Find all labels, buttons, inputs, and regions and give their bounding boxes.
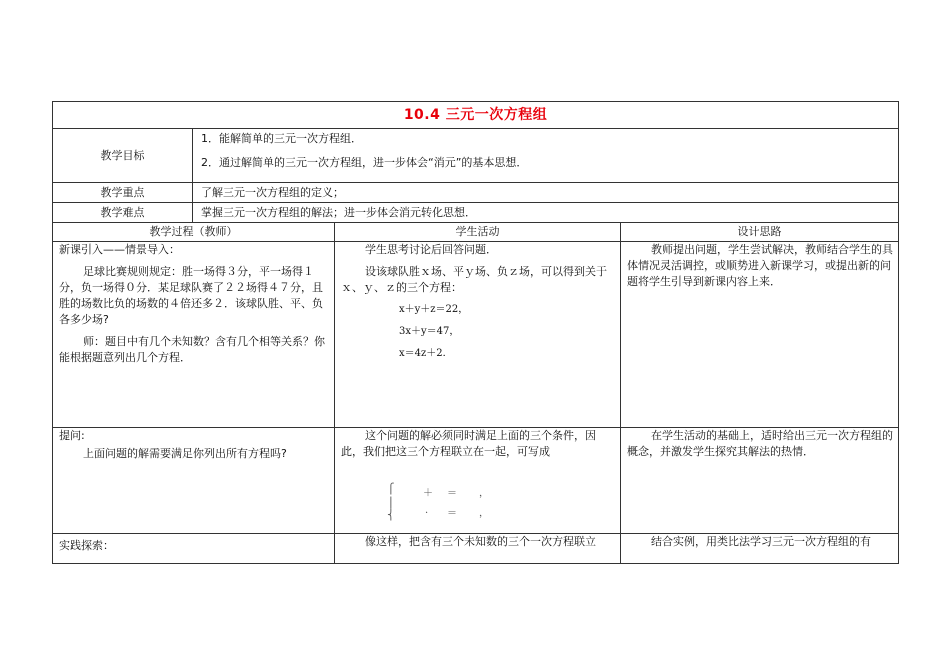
equation: 3x＋y＝47， xyxy=(399,326,460,337)
row1-student xyxy=(335,242,621,428)
goals-label: 教学目标 xyxy=(53,129,193,183)
header-design: 设计思路 xyxy=(621,223,899,242)
student-text: 这个问题的解必须同时满足上面的三个条件，因此，我们把这三个方程联立在一起，可写成 xyxy=(341,429,596,458)
key-point-content: 了解三元一次方程组的定义； xyxy=(193,183,899,203)
operator: ， xyxy=(479,508,489,519)
design-text: 结合实例，用类比法学习三元一次方程组的有 xyxy=(651,535,871,548)
teacher-text: 上面问题的解需要满足你列出所有方程吗? xyxy=(83,447,287,460)
operator: ＝ xyxy=(447,488,457,499)
row2-design xyxy=(621,428,899,534)
header-teacher: 教学过程（教师） xyxy=(53,223,335,242)
row1-design xyxy=(621,242,899,428)
row3-student xyxy=(335,534,621,564)
difficulty-label: 教学难点 xyxy=(53,203,193,223)
equation-system xyxy=(387,482,507,530)
student-text: 设该球队胜ｘ场、平ｙ场、负ｚ场，可以得到关于ｘ、ｙ、ｚ的三个方程： xyxy=(341,265,607,294)
lesson-plan xyxy=(52,101,898,564)
teacher-text: 提问: xyxy=(59,429,85,442)
operator: · xyxy=(425,508,429,519)
row3-teacher xyxy=(53,534,335,564)
brace-glyph: ⎧ xyxy=(387,484,395,495)
equations xyxy=(399,301,616,363)
row2-student xyxy=(335,428,621,534)
teacher-text: 足球比赛规则规定：胜一场得３分，平一场得１分，负一场得０分．某足球队赛了２２场得４７分，且胜的场数比负的场数的４倍还多２．该球队胜、平、负各多少场? xyxy=(59,265,323,326)
lesson-plan-table xyxy=(52,101,899,564)
key-point-label: 教学重点 xyxy=(53,183,193,203)
design-text: 在学生活动的基础上，适时给出三元一次方程组的概念，并激发学生探究其解法的热情． xyxy=(627,429,893,458)
design-text: 教师提出问题，学生尝试解决，教师结合学生的具体情况灵活调控，或顺势进入新课学习，或提出新的问题将学生引导到新课内容上来． xyxy=(627,243,893,288)
goals-content xyxy=(193,129,899,183)
operator: ＝ xyxy=(447,508,457,519)
teacher-text: 师：题目中有几个未知数？含有几个相等关系？你能根据题意列出几个方程． xyxy=(59,335,325,364)
title-cell xyxy=(53,102,899,129)
row2-teacher xyxy=(53,428,335,534)
header-student: 学生活动 xyxy=(335,223,621,242)
page-title: 10.4 三元一次方程组 xyxy=(403,106,548,123)
row3-design xyxy=(621,534,899,564)
operator: ， xyxy=(479,488,489,499)
difficulty-content: 掌握三元一次方程组的解法；进一步体会消元转化思想． xyxy=(193,203,899,223)
teacher-text: 实践探索： xyxy=(59,539,114,552)
equation: x＝4z＋2． xyxy=(399,348,453,359)
student-text: 像这样，把含有三个未知数的三个一次方程联立 xyxy=(365,535,596,548)
equation: x＋y＋z＝22， xyxy=(399,304,469,315)
goal-item: 2．通过解简单的三元一次方程组，进一步体会“消元”的基本思想． xyxy=(201,156,528,169)
operator: ＋ xyxy=(423,488,433,499)
row1-teacher xyxy=(53,242,335,428)
brace-glyph: ⎪ xyxy=(387,498,395,509)
teacher-text: 新课引入——情景导入： xyxy=(59,243,180,256)
brace-glyph: ⎨ xyxy=(387,510,395,521)
goal-item: 1．能解简单的三元一次方程组． xyxy=(201,132,362,145)
student-text: 学生思考讨论后回答问题． xyxy=(365,243,497,256)
